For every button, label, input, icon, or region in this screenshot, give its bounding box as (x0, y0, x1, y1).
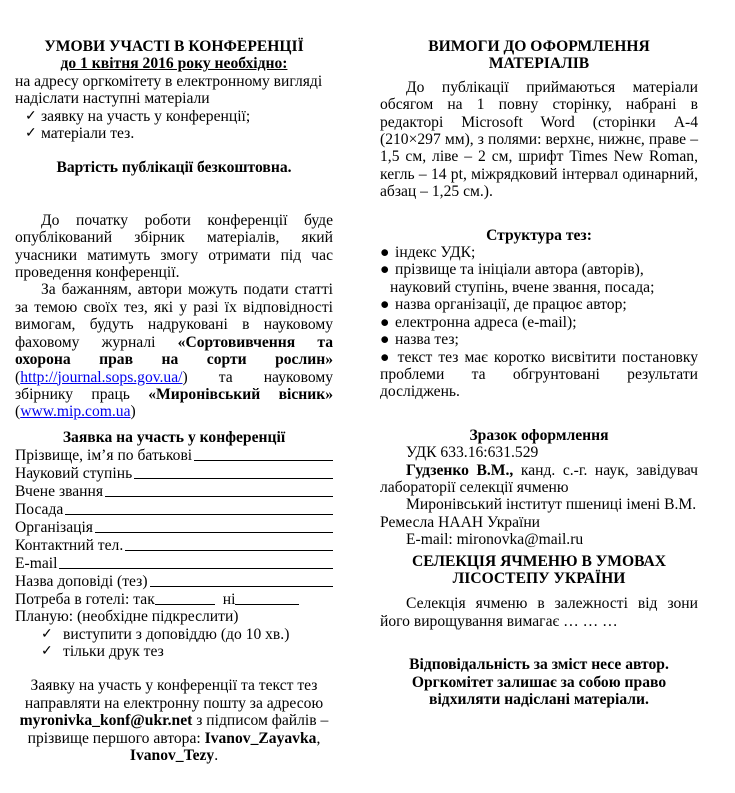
structure-title: Структура тез: (486, 226, 592, 244)
sample-title: Зразок оформлення (469, 426, 609, 444)
application-form (15, 446, 333, 660)
hotel-yes-blank[interactable] (155, 590, 215, 605)
right-column (380, 0, 698, 708)
bullet-icon: ● (380, 331, 390, 349)
submission-instructions: Заявку на участь у конференції та текст тез направляти на електронну пошту за адресою myronivka_konf@ukr.net з підписом файлів – прізвище першого автора: Ivanov_Zayavka, Ivanov_Tezy. (19, 677, 329, 764)
bullet-icon: ● (380, 244, 390, 262)
checkmark-icon: ✓ (41, 626, 53, 642)
journal-link-2[interactable]: www.mip.com.ua (20, 403, 131, 421)
form-field-report-title: Назва доповіді (тез) (15, 572, 333, 590)
bullet-icon: ● (380, 348, 392, 366)
journal-title-2: «Миронівський вісник» (148, 385, 333, 403)
form-field-degree: Науковий ступінь (15, 464, 333, 482)
sample-email: E-mail: mironovka@mail.ru (406, 531, 584, 549)
form-field-organization: Організація (15, 518, 333, 536)
checkmark-icon: ✓ (25, 108, 37, 124)
sample-udk: УДК 633.16:631.529 (406, 444, 539, 462)
plan-option-print-only: ✓ тільки друк тез (41, 642, 164, 660)
materials-item-theses: ✓ матеріали тез. (25, 125, 135, 143)
structure-item: ● прізвище та ініціали автора (авторів), науковий ступінь, вчене звання, посада; (380, 261, 655, 296)
hotel-no-blank[interactable] (235, 590, 299, 605)
structure-item: ● електронна адреса (e-mail); (380, 313, 577, 331)
intro-text: на адресу оргкомітету в електронному вигляді надіслати наступні матеріали (15, 72, 323, 108)
plan-label: Планую: (необхідне підкреслити) (15, 608, 239, 626)
structure-item: ● текст тез має коротко висвітити постановку проблеми та обгрунтовані результати досліджень. (380, 348, 699, 401)
journal-link-1[interactable]: http://journal.sops.gov.ua/ (20, 368, 183, 386)
bullet-icon: ● (380, 313, 390, 331)
bullet-icon: ● (380, 296, 390, 314)
journal-title-1: «Сортовивчення та охорона прав на сорти рослин» (15, 333, 333, 369)
fee-notice: Вартість публікації безкоштовна. (56, 159, 292, 177)
deadline-title: до 1 квітня 2016 року необхідно: (60, 55, 288, 73)
checkmark-icon: ✓ (25, 126, 37, 142)
structure-item: ● назва тез; (380, 331, 459, 349)
sample-text: Селекція ячменю в залежності від зони його вирощування вимагає … … … (380, 595, 698, 630)
plan-option-presentation: ✓ виступити з доповіддю (до 10 хв.) (41, 625, 290, 643)
submission-email[interactable]: myronivka_konf@ukr.net (19, 712, 193, 730)
form-field-name: Прізвище, ім’я по батькові (15, 446, 333, 464)
form-field-hotel: Потреба в готелі: так ні (15, 590, 333, 608)
form-field-phone: Контактний тел. (15, 536, 333, 554)
sample-author: Гудзенко В.М., канд. с.-г. наук, завідувач лабораторії селекції ячменю (380, 461, 699, 496)
form-field-position: Посада (15, 500, 333, 518)
sample-institute: Миронівський інститут пшениці імені В.М. Ремесла НААН України (380, 496, 697, 531)
left-column (15, 0, 333, 764)
form-title: Заявка на участь у конференції (62, 428, 286, 446)
structure-item: ● індекс УДК; (380, 244, 476, 262)
requirements-title: ВИМОГИ ДО ОФОРМЛЕННЯ МАТЕРІАЛІВ (428, 38, 650, 73)
footer-notice: Відповідальність за зміст несе автор. Оргкомітет залишає за собою право відхиляти надіслані матеріали. (409, 656, 669, 708)
checkmark-icon: ✓ (41, 643, 53, 659)
materials-item-application: ✓ заявку на участь у конференції; (25, 107, 251, 125)
sample-heading: СЕЛЕКЦІЯ ЯЧМЕНЮ В УМОВАХ ЛІСОСТЕПУ УКРАЇНИ (411, 552, 667, 587)
articles-paragraph: За бажанням, автори можуть подати статті за темою своїх тез, які у разі їх відповідності вимогам, будуть надруковані в науковому фаховому журналі «Сортовивчення та охорона прав на сорти рослин» (http://journal.sops.gov.ua/) та науковому збірнику праць «Миронівський вісник» (www.mip.com.ua) (15, 281, 333, 421)
conditions-title: УМОВИ УЧАСТІ В КОНФЕРЕНЦІЇ (44, 38, 304, 55)
publication-paragraph: До початку роботи конференції буде опублікований збірник матеріалів, який учасники матимуть змогу отримати під час проведення конференції. (15, 211, 333, 282)
requirements-text: До публікації приймаються матеріали обсягом на 1 повну сторінку, набрані в редакторі Microsoft Word (сторінки А-4 (210×297 мм), з полями: верхнє, нижнє, праве – 1,5 см, ліве – 2 см, шрифт Times New Roman, кегль – 14 pt, міжрядковий інтервал одинарний, абзац – 1,25 см.). (380, 78, 698, 201)
form-field-title: Вчене звання (15, 482, 333, 500)
file-name-theses: Ivanov_Tezy (129, 746, 215, 764)
bullet-icon: ● (380, 261, 390, 279)
structure-list (380, 244, 698, 401)
form-field-email: E-mail (15, 554, 333, 572)
structure-item: ● назва організації, де працює автор; (380, 296, 627, 314)
file-name-application: Ivanov_Zayavka (204, 729, 317, 747)
